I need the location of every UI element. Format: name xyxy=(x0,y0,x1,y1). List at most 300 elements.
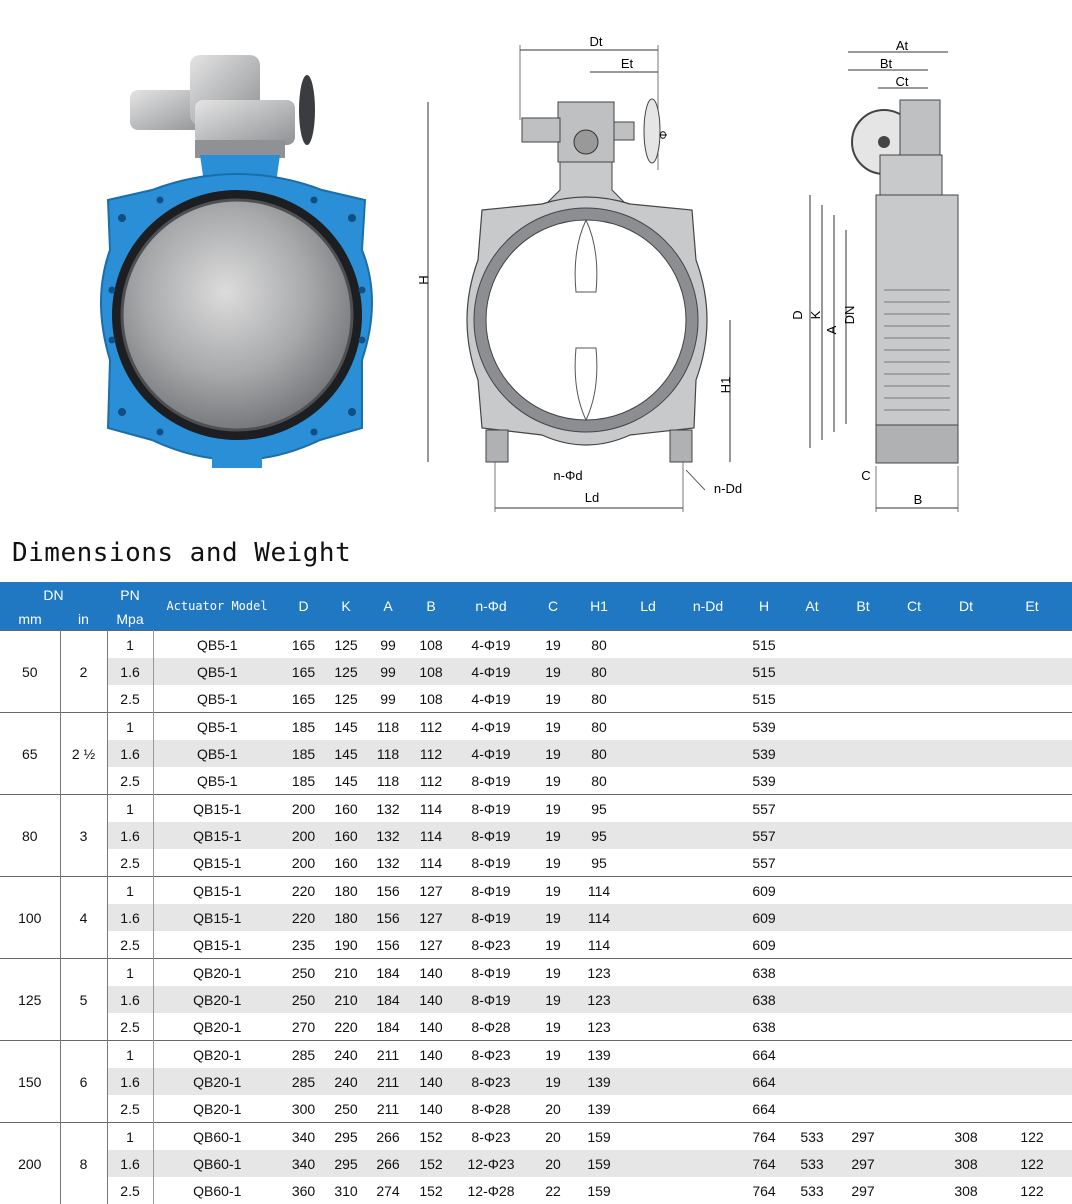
value-cell: 8-Φ19 xyxy=(452,767,530,795)
pn-cell: 1.6 xyxy=(107,1068,153,1095)
header-col: A xyxy=(366,582,410,631)
label-ct: Ct xyxy=(896,74,909,89)
actuator-cell: QB20-1 xyxy=(153,1041,281,1069)
value-cell xyxy=(838,849,888,877)
value-cell xyxy=(674,1123,742,1151)
actuator-cell: QB5-1 xyxy=(153,631,281,659)
value-cell: 220 xyxy=(281,904,326,931)
value-cell xyxy=(888,713,940,741)
header-col: n-Φd xyxy=(452,582,530,631)
value-cell: 19 xyxy=(530,685,576,713)
table-row xyxy=(0,713,1072,741)
value-cell: 159 xyxy=(576,1150,622,1177)
pn-cell: 1 xyxy=(107,959,153,987)
value-cell xyxy=(992,959,1072,987)
value-cell: 19 xyxy=(530,1041,576,1069)
value-cell: 99 xyxy=(366,658,410,685)
value-cell: 609 xyxy=(742,877,786,905)
value-cell: 8-Φ23 xyxy=(452,931,530,959)
label-n-dd: n-Dd xyxy=(714,481,742,496)
table-row xyxy=(0,959,1072,987)
value-cell: 152 xyxy=(410,1177,452,1204)
value-cell: 180 xyxy=(326,904,366,931)
value-cell xyxy=(992,631,1072,659)
value-cell: 308 xyxy=(940,1177,992,1204)
pn-cell: 2.5 xyxy=(107,849,153,877)
value-cell: 140 xyxy=(410,1041,452,1069)
value-cell xyxy=(622,1013,674,1041)
value-cell xyxy=(838,1041,888,1069)
value-cell: 295 xyxy=(326,1150,366,1177)
table-body xyxy=(0,631,1072,1204)
value-cell: 19 xyxy=(530,1013,576,1041)
label-bt: Bt xyxy=(880,56,893,71)
value-cell: 515 xyxy=(742,631,786,659)
table-row xyxy=(0,904,1072,931)
value-cell: 132 xyxy=(366,822,410,849)
pn-cell: 2.5 xyxy=(107,767,153,795)
actuator-cell: QB5-1 xyxy=(153,740,281,767)
pn-cell: 1 xyxy=(107,631,153,659)
value-cell xyxy=(838,740,888,767)
value-cell xyxy=(838,877,888,905)
actuator-cell: QB15-1 xyxy=(153,931,281,959)
value-cell: 19 xyxy=(530,849,576,877)
value-cell: 125 xyxy=(326,685,366,713)
pn-cell: 2.5 xyxy=(107,1177,153,1204)
value-cell xyxy=(786,631,838,659)
pn-cell: 2.5 xyxy=(107,931,153,959)
value-cell xyxy=(786,658,838,685)
value-cell: 80 xyxy=(576,767,622,795)
value-cell xyxy=(888,877,940,905)
value-cell: 185 xyxy=(281,713,326,741)
value-cell: 140 xyxy=(410,986,452,1013)
value-cell xyxy=(674,740,742,767)
side-view-drawing xyxy=(780,30,970,520)
table-row xyxy=(0,1123,1072,1151)
value-cell xyxy=(674,959,742,987)
value-cell xyxy=(622,849,674,877)
value-cell xyxy=(622,931,674,959)
actuator-cell: QB5-1 xyxy=(153,685,281,713)
value-cell: 515 xyxy=(742,658,786,685)
actuator-cell: QB5-1 xyxy=(153,713,281,741)
value-cell: 297 xyxy=(838,1150,888,1177)
value-cell: 12-Φ28 xyxy=(452,1177,530,1204)
value-cell: 19 xyxy=(530,713,576,741)
value-cell xyxy=(622,767,674,795)
header-col: At xyxy=(786,582,838,631)
value-cell xyxy=(888,904,940,931)
value-cell: 108 xyxy=(410,685,452,713)
value-cell: 764 xyxy=(742,1123,786,1151)
value-cell: 200 xyxy=(281,795,326,823)
value-cell: 8-Φ19 xyxy=(452,795,530,823)
label-dt: Dt xyxy=(590,34,603,49)
value-cell: 12-Φ23 xyxy=(452,1150,530,1177)
label-h: H xyxy=(416,275,431,284)
value-cell xyxy=(992,822,1072,849)
label-phi: Φ xyxy=(658,130,670,139)
section-title: Dimensions and Weight xyxy=(12,538,351,568)
header-actuator: Actuator Model xyxy=(153,582,281,631)
actuator-cell: QB15-1 xyxy=(153,849,281,877)
value-cell: 140 xyxy=(410,1068,452,1095)
value-cell xyxy=(992,685,1072,713)
value-cell xyxy=(888,1123,940,1151)
value-cell: 114 xyxy=(410,849,452,877)
dn-in-cell: 5 xyxy=(60,959,107,1041)
value-cell: 160 xyxy=(326,822,366,849)
value-cell xyxy=(940,904,992,931)
value-cell: 156 xyxy=(366,931,410,959)
header-col: Dt xyxy=(940,582,992,631)
value-cell: 108 xyxy=(410,631,452,659)
value-cell: 310 xyxy=(326,1177,366,1204)
dn-in-cell: 2 xyxy=(60,631,107,713)
value-cell: 8-Φ19 xyxy=(452,986,530,1013)
value-cell: 8-Φ19 xyxy=(452,849,530,877)
label-ld: Ld xyxy=(585,490,599,505)
value-cell: 20 xyxy=(530,1095,576,1123)
value-cell xyxy=(786,822,838,849)
value-cell: 8-Φ19 xyxy=(452,877,530,905)
value-cell xyxy=(888,1013,940,1041)
dn-in-cell: 2 ½ xyxy=(60,713,107,795)
value-cell: 539 xyxy=(742,713,786,741)
value-cell: 4-Φ19 xyxy=(452,685,530,713)
value-cell: 139 xyxy=(576,1095,622,1123)
value-cell: 127 xyxy=(410,931,452,959)
dn-in-cell: 6 xyxy=(60,1041,107,1123)
value-cell: 200 xyxy=(281,822,326,849)
valve-photo xyxy=(100,40,375,480)
dn-mm-cell: 100 xyxy=(0,877,60,959)
value-cell xyxy=(992,1095,1072,1123)
value-cell xyxy=(888,767,940,795)
value-cell: 139 xyxy=(576,1041,622,1069)
value-cell: 159 xyxy=(576,1177,622,1204)
table-row xyxy=(0,1041,1072,1069)
value-cell xyxy=(786,959,838,987)
actuator-cell: QB15-1 xyxy=(153,822,281,849)
value-cell: 122 xyxy=(992,1123,1072,1151)
value-cell xyxy=(674,795,742,823)
value-cell: 210 xyxy=(326,959,366,987)
value-cell: 533 xyxy=(786,1177,838,1204)
pn-cell: 2.5 xyxy=(107,1095,153,1123)
value-cell: 297 xyxy=(838,1177,888,1204)
value-cell: 8-Φ28 xyxy=(452,1095,530,1123)
value-cell: 664 xyxy=(742,1095,786,1123)
dn-in-cell: 4 xyxy=(60,877,107,959)
value-cell xyxy=(888,631,940,659)
table-row xyxy=(0,685,1072,713)
value-cell: 160 xyxy=(326,849,366,877)
value-cell xyxy=(622,713,674,741)
value-cell: 19 xyxy=(530,1068,576,1095)
label-k: K xyxy=(808,310,823,319)
value-cell xyxy=(940,658,992,685)
value-cell: 127 xyxy=(410,904,452,931)
dimensions-table xyxy=(0,582,1072,1204)
value-cell xyxy=(674,1068,742,1095)
dn-mm-cell: 125 xyxy=(0,959,60,1041)
value-cell xyxy=(786,1041,838,1069)
value-cell: 220 xyxy=(326,1013,366,1041)
value-cell xyxy=(622,1095,674,1123)
value-cell xyxy=(888,1095,940,1123)
value-cell: 156 xyxy=(366,904,410,931)
value-cell xyxy=(838,822,888,849)
value-cell: 152 xyxy=(410,1150,452,1177)
value-cell: 220 xyxy=(281,877,326,905)
table-row xyxy=(0,986,1072,1013)
value-cell: 300 xyxy=(281,1095,326,1123)
value-cell: 211 xyxy=(366,1041,410,1069)
header-col: Ct xyxy=(888,582,940,631)
actuator-cell: QB20-1 xyxy=(153,1095,281,1123)
value-cell: 123 xyxy=(576,986,622,1013)
table-row xyxy=(0,767,1072,795)
value-cell: 145 xyxy=(326,767,366,795)
value-cell xyxy=(674,904,742,931)
value-cell: 19 xyxy=(530,658,576,685)
value-cell xyxy=(674,1013,742,1041)
value-cell: 190 xyxy=(326,931,366,959)
value-cell xyxy=(674,713,742,741)
value-cell xyxy=(992,740,1072,767)
value-cell xyxy=(940,931,992,959)
label-dn: DN xyxy=(842,306,857,325)
actuator-cell: QB20-1 xyxy=(153,959,281,987)
value-cell xyxy=(838,1013,888,1041)
value-cell: 139 xyxy=(576,1068,622,1095)
value-cell: 19 xyxy=(530,904,576,931)
value-cell xyxy=(940,631,992,659)
value-cell xyxy=(622,1041,674,1069)
value-cell xyxy=(888,959,940,987)
value-cell: 340 xyxy=(281,1150,326,1177)
value-cell xyxy=(674,849,742,877)
dn-mm-cell: 150 xyxy=(0,1041,60,1123)
value-cell: 19 xyxy=(530,931,576,959)
value-cell: 180 xyxy=(326,877,366,905)
value-cell xyxy=(786,1013,838,1041)
value-cell xyxy=(838,685,888,713)
value-cell: 250 xyxy=(281,959,326,987)
value-cell xyxy=(622,986,674,1013)
value-cell: 185 xyxy=(281,740,326,767)
value-cell xyxy=(992,849,1072,877)
pn-cell: 1 xyxy=(107,795,153,823)
value-cell: 19 xyxy=(530,767,576,795)
dn-in-cell: 8 xyxy=(60,1123,107,1204)
table-row xyxy=(0,1013,1072,1041)
value-cell xyxy=(622,658,674,685)
value-cell: 240 xyxy=(326,1041,366,1069)
value-cell: 123 xyxy=(576,1013,622,1041)
value-cell: 184 xyxy=(366,1013,410,1041)
value-cell: 19 xyxy=(530,631,576,659)
value-cell: 211 xyxy=(366,1068,410,1095)
value-cell xyxy=(674,631,742,659)
value-cell xyxy=(888,1150,940,1177)
actuator-cell: QB15-1 xyxy=(153,904,281,931)
value-cell: 184 xyxy=(366,959,410,987)
value-cell xyxy=(888,658,940,685)
value-cell xyxy=(786,713,838,741)
pn-cell: 1 xyxy=(107,877,153,905)
value-cell: 140 xyxy=(410,959,452,987)
value-cell: 19 xyxy=(530,877,576,905)
value-cell xyxy=(786,931,838,959)
header-mm: mm xyxy=(0,608,60,631)
value-cell: 114 xyxy=(576,904,622,931)
table-row xyxy=(0,822,1072,849)
value-cell xyxy=(622,740,674,767)
value-cell: 125 xyxy=(326,631,366,659)
value-cell: 360 xyxy=(281,1177,326,1204)
dn-in-cell: 3 xyxy=(60,795,107,877)
value-cell: 4-Φ19 xyxy=(452,713,530,741)
pn-cell: 1.6 xyxy=(107,1150,153,1177)
value-cell: 165 xyxy=(281,658,326,685)
value-cell: 20 xyxy=(530,1150,576,1177)
value-cell xyxy=(888,849,940,877)
value-cell xyxy=(622,1150,674,1177)
table-row xyxy=(0,658,1072,685)
value-cell: 19 xyxy=(530,795,576,823)
value-cell: 19 xyxy=(530,740,576,767)
actuator-cell: QB60-1 xyxy=(153,1123,281,1151)
value-cell: 112 xyxy=(410,767,452,795)
value-cell xyxy=(674,658,742,685)
header-pn: PN xyxy=(107,582,153,608)
value-cell: 114 xyxy=(410,795,452,823)
value-cell: 160 xyxy=(326,795,366,823)
value-cell xyxy=(940,959,992,987)
value-cell: 609 xyxy=(742,904,786,931)
header-col: Ld xyxy=(622,582,674,631)
table-row xyxy=(0,931,1072,959)
table-row xyxy=(0,1150,1072,1177)
value-cell xyxy=(674,877,742,905)
value-cell: 266 xyxy=(366,1150,410,1177)
figure-area xyxy=(0,0,1072,530)
value-cell: 95 xyxy=(576,849,622,877)
table-row xyxy=(0,877,1072,905)
value-cell: 80 xyxy=(576,713,622,741)
value-cell: 4-Φ19 xyxy=(452,740,530,767)
value-cell xyxy=(940,1041,992,1069)
value-cell xyxy=(940,1068,992,1095)
value-cell xyxy=(888,1041,940,1069)
value-cell: 122 xyxy=(992,1177,1072,1204)
value-cell: 340 xyxy=(281,1123,326,1151)
value-cell xyxy=(888,986,940,1013)
value-cell xyxy=(674,1041,742,1069)
value-cell xyxy=(940,849,992,877)
label-n-phid: n-Φd xyxy=(553,468,582,483)
value-cell: 4-Φ19 xyxy=(452,631,530,659)
value-cell: 95 xyxy=(576,795,622,823)
value-cell: 80 xyxy=(576,658,622,685)
value-cell: 285 xyxy=(281,1068,326,1095)
value-cell xyxy=(940,1013,992,1041)
value-cell: 132 xyxy=(366,795,410,823)
header-col: C xyxy=(530,582,576,631)
value-cell: 152 xyxy=(410,1123,452,1151)
value-cell: 114 xyxy=(410,822,452,849)
value-cell xyxy=(992,658,1072,685)
pn-cell: 1.6 xyxy=(107,822,153,849)
value-cell: 515 xyxy=(742,685,786,713)
value-cell xyxy=(838,713,888,741)
header-col: n-Dd xyxy=(674,582,742,631)
value-cell: 112 xyxy=(410,740,452,767)
value-cell xyxy=(888,740,940,767)
pn-cell: 1 xyxy=(107,1041,153,1069)
value-cell: 185 xyxy=(281,767,326,795)
header-col: K xyxy=(326,582,366,631)
value-cell: 764 xyxy=(742,1177,786,1204)
value-cell: 8-Φ28 xyxy=(452,1013,530,1041)
header-mpa: Mpa xyxy=(107,608,153,631)
front-view-drawing xyxy=(400,30,760,520)
table-row xyxy=(0,1068,1072,1095)
value-cell: 99 xyxy=(366,685,410,713)
label-et: Et xyxy=(621,56,634,71)
value-cell xyxy=(838,931,888,959)
value-cell xyxy=(622,1123,674,1151)
table-row xyxy=(0,1095,1072,1123)
value-cell xyxy=(838,959,888,987)
value-cell xyxy=(888,931,940,959)
actuator-cell: QB20-1 xyxy=(153,1068,281,1095)
value-cell xyxy=(838,631,888,659)
table-row xyxy=(0,849,1072,877)
value-cell: 80 xyxy=(576,740,622,767)
value-cell: 557 xyxy=(742,822,786,849)
value-cell xyxy=(786,740,838,767)
value-cell xyxy=(838,1095,888,1123)
value-cell: 638 xyxy=(742,986,786,1013)
value-cell: 297 xyxy=(838,1123,888,1151)
dn-mm-cell: 50 xyxy=(0,631,60,713)
value-cell: 114 xyxy=(576,931,622,959)
value-cell: 274 xyxy=(366,1177,410,1204)
value-cell: 156 xyxy=(366,877,410,905)
value-cell xyxy=(940,795,992,823)
label-at: At xyxy=(896,38,909,53)
value-cell xyxy=(992,1041,1072,1069)
pn-cell: 1.6 xyxy=(107,658,153,685)
value-cell: 270 xyxy=(281,1013,326,1041)
label-d: D xyxy=(790,310,805,319)
value-cell: 8-Φ19 xyxy=(452,904,530,931)
value-cell: 533 xyxy=(786,1150,838,1177)
value-cell xyxy=(992,1013,1072,1041)
value-cell xyxy=(674,931,742,959)
value-cell: 22 xyxy=(530,1177,576,1204)
value-cell: 8-Φ19 xyxy=(452,959,530,987)
value-cell xyxy=(622,877,674,905)
value-cell xyxy=(992,904,1072,931)
value-cell xyxy=(992,767,1072,795)
value-cell: 125 xyxy=(326,658,366,685)
